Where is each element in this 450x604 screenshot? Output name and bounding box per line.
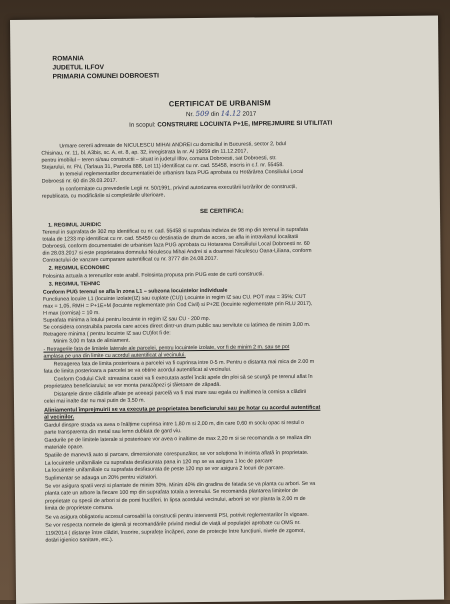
section-juridic-line: Dobroesti, conform documentatiei de urbanism faza PUG aprobata cu Hotararea Consiliului Local Dobroesti nr. 60	[42, 240, 310, 250]
section-economic-heading: 2. REGIMUL ECONOMIC	[48, 264, 110, 272]
header-country: ROMANIA	[52, 55, 84, 63]
fencing-line: Spatiile de manevră auto și parcare, dimensionate corespunzător, se vor soluționa în incinta aflată în proprietate.	[44, 449, 309, 459]
section-tehnic-line: fata de limita posterioara a parcelei se va obtine acordul autentificat al vecinului.	[43, 366, 232, 375]
fencing-line: dotări igienico sanitare, etc.).	[45, 536, 114, 544]
section-tehnic-line: Se considera construibila parcela care acces direct dintr-un drum public sau servitute cu latimea de minim 3,00 m.	[43, 321, 311, 331]
section-tehnic-line: proprietatea beneficiarului; se vor monta parazăpezi și tăietoare de zăpadă.	[43, 381, 221, 390]
fencing-line: Suplimentar se adauga un 20% pentru vizitatori.	[44, 474, 158, 482]
fencing-line: materiale opace.	[44, 444, 84, 451]
section-tehnic-line: celei mai inalte dar nu mai putin de 3,50 m.	[43, 397, 146, 405]
nr-value-handwritten: 509	[195, 109, 210, 119]
function-line: Functiunea locuire L1 (locuinte izolate(IZ) sau cuplate (CU)) Locuinte in regim IZ sau CU. POT max = 35%; CUT	[42, 293, 306, 303]
section-economic-line: Folosinta actuala a terenurilor este arabil. Folosinta propusa prin PUG este de curti constructii.	[42, 271, 264, 280]
fencing-line: La locuintele unifamiliale cu suprafata desfasurata de peste 120 mp se vor asigura 2 locuri de parcare.	[44, 465, 285, 474]
fencing-heading-cont: al vecinilor.	[44, 414, 75, 421]
intro-line: Chisinau, nr. 11, bl. A3bis, sc. A, et. 8, ap. 32, inregistrata la nr. Al 19059 din 11.12.2017,	[41, 148, 248, 157]
fencing-line: parte transparenta din metal sau lemn dublata de gard viu.	[44, 428, 182, 436]
fencing-line: proprietate cu specii de arbori si de pomi fructiferi. In lipsa acordului vecinului, arborii se vor planta la 2,00 m de	[45, 495, 306, 505]
intro-line: republicata, cu modificările si completările ulterioare,	[41, 192, 165, 200]
section-tehnic-line: H max (cornisa) = 10 m.	[43, 310, 100, 317]
fencing-heading: Aliniamentul împrejmuirii se va executa pe proprietatea beneficiarului sau pe hotar cu acordul autentificat	[44, 404, 321, 414]
certificate-title: CERTIFICAT DE URBANISM	[168, 98, 271, 109]
certificate-number-line	[186, 110, 256, 119]
section-juridic-heading: 1. REGIMUL JURIDIC	[48, 222, 102, 229]
scope-label: In scopul:	[129, 121, 156, 129]
scope-value: CONSTRUIRE LOCUINTA P+1E, IMPREJMUIRE SI UTILITATI	[157, 119, 333, 129]
date-handwritten: 14.12	[220, 109, 241, 118]
fencing-line: limita de proprietate comuna.	[45, 504, 114, 512]
intro-line: In conformitate cu prevederile Legii nr. 50/1991, privind autorizarea executării lucrărilor de construcții,	[59, 184, 297, 193]
fencing-line: Se vor respecta normele de igienă și recomandările privind mediul de viață al populației aprobate cu OMS nr.	[45, 519, 301, 529]
din-label: din	[210, 110, 220, 118]
section-juridic-line: totala de 1233 mp identificat cu nr. cad. 55459 cu destinatia de drum de acces, se afla in intravilanul localitatii	[42, 233, 299, 243]
certificate-page	[10, 16, 444, 604]
zone-line: Conform PUG terenul se afla în zona L1 – subzona locuintelor individuale	[42, 287, 228, 296]
header-town-hall: PRIMARIA COMUNEI DOBROESTI	[52, 72, 159, 81]
fencing-line: Se va asigura obligatoriu accesul carosabil la constructii pentru interventii PSI, potrivit reglementarilor în vigoare.	[45, 511, 309, 521]
section-tehnic-line: Suprafata minima a lotului pentru locuinte in regim IZ sau CU - 200 mp.	[43, 315, 211, 324]
section-tehnic-line: amplasa pe una din limite cu acordul autentificat al vecinului.	[43, 352, 186, 360]
intro-line: Stejarului, nr. FN, (Tarlaua 31, Parcela 888, Lot 11) identificat cu nr. cad. 55458, inscris in c.f. nr. 55458.	[41, 162, 284, 171]
section-tehnic-line: Conform Codului Civil: streasina casei va fi executata astfel încât apele din ploi să se scurgă pe terenul aflat în	[53, 373, 313, 383]
section-tehnic-line: Retragerea fata de limita posterioara a parcelei va fi cuprinsa intre 0-5 m. Pentru o distanta mai mica de 2.00 m	[53, 358, 315, 368]
intro-line: pentru imobilul – teren si/sau constructii – situat in judetul Ilfov, comuna Dobroesti, sat Dobroesti, str.	[41, 155, 277, 164]
section-juridic-line: Contractului de vanzare cumparare autentificat cu nr. 3777 din 24.08.2017.	[42, 255, 219, 264]
section-juridic-line: din 28.03.2017 si este proprietatea domnului Niculescu Mihai Andrei si a doamnei Niculescu Oana-Liliana, conform	[42, 247, 312, 257]
fencing-line: planta cate un arbore la fiecare 100 mp din suprafata totala a terenului. Se recomanda plantarea limitelor de	[44, 488, 298, 497]
section-tehnic-line: Distanțele dintre clădirile aflate pe aceeași parcelă va fi mai mare sau egala cu inaltimea la cornisa a clădirii	[53, 388, 306, 398]
year: 2017	[242, 110, 257, 118]
fencing-line: Gardul dinspre strada va avea o înălțime cuprinsa intre 1,80 m si 2,00 m, din care 0,60 m soclu opac si restul o	[44, 419, 304, 429]
fencing-line: 119/2014 ( distanțe între clădiri, însorire, suprafețe încăperi, zone de protecție între funcțiuni, nivele de zgomot,	[45, 527, 306, 537]
section-tehnic-line: max = 1,05, RMH = P+1E+M (locuinte reglementate prin Cod Civil) si P+2E (locuinte reglementate prin RLU 2017),	[42, 300, 313, 310]
section-tehnic-heading: 3. REGIMUL TEHNIC	[48, 281, 101, 288]
section-juridic-line: Terenul in suprafata de 302 mp identificat cu nr. cad. 55458 si suprafata indiviza de 98 mp din terenul in suprafata	[42, 226, 309, 236]
fencing-line: Gardurile pe de limitele laterale si posterioare vor avea o inaltime de max 2,20 m si se recomanda a se realiza din	[44, 434, 311, 444]
nr-label: Nr.	[185, 111, 194, 119]
intro-line: In temeiul reglementarilor documentatiei de urbanism faza PUG aprobata cu Hotărârea Consiliului Local	[59, 168, 304, 178]
scope-line	[129, 121, 332, 130]
fencing-line: Se vor asigura spatii verzi si plantate de minim 30%. Minim 40% din gradina de fatada se va planta cu arbori. Se va	[44, 480, 316, 490]
section-tehnic-line: Minim 3,00 m fata de aliniament.	[53, 337, 130, 345]
header-county: JUDETUL ILFOV	[52, 64, 105, 72]
se-certifica-heading: SE CERTIFICA:	[199, 208, 244, 216]
intro-line: Dobroesti nr. 60 din 28.03.2017.	[41, 177, 118, 185]
intro-line: Urmare cererii adresate de NICULESCU MIHAI ANDREI cu domiciliul in Bucuresti, sector 2, bdul	[59, 141, 287, 150]
section-tehnic-line: Retragere minima ( pentru locuinte IZ sau CU)fot fi de:	[43, 330, 171, 338]
fencing-line: La locuintele unifamiliale cu suprafata desfasurata pana in 120 mp se va asigura 1 loc de parcare	[44, 458, 273, 467]
section-tehnic-line: - Retragerile fata de limitele laterale ale parcelei, pentru locuintele izolate, vor fi de minim 2 m. sau se pot	[43, 344, 290, 353]
